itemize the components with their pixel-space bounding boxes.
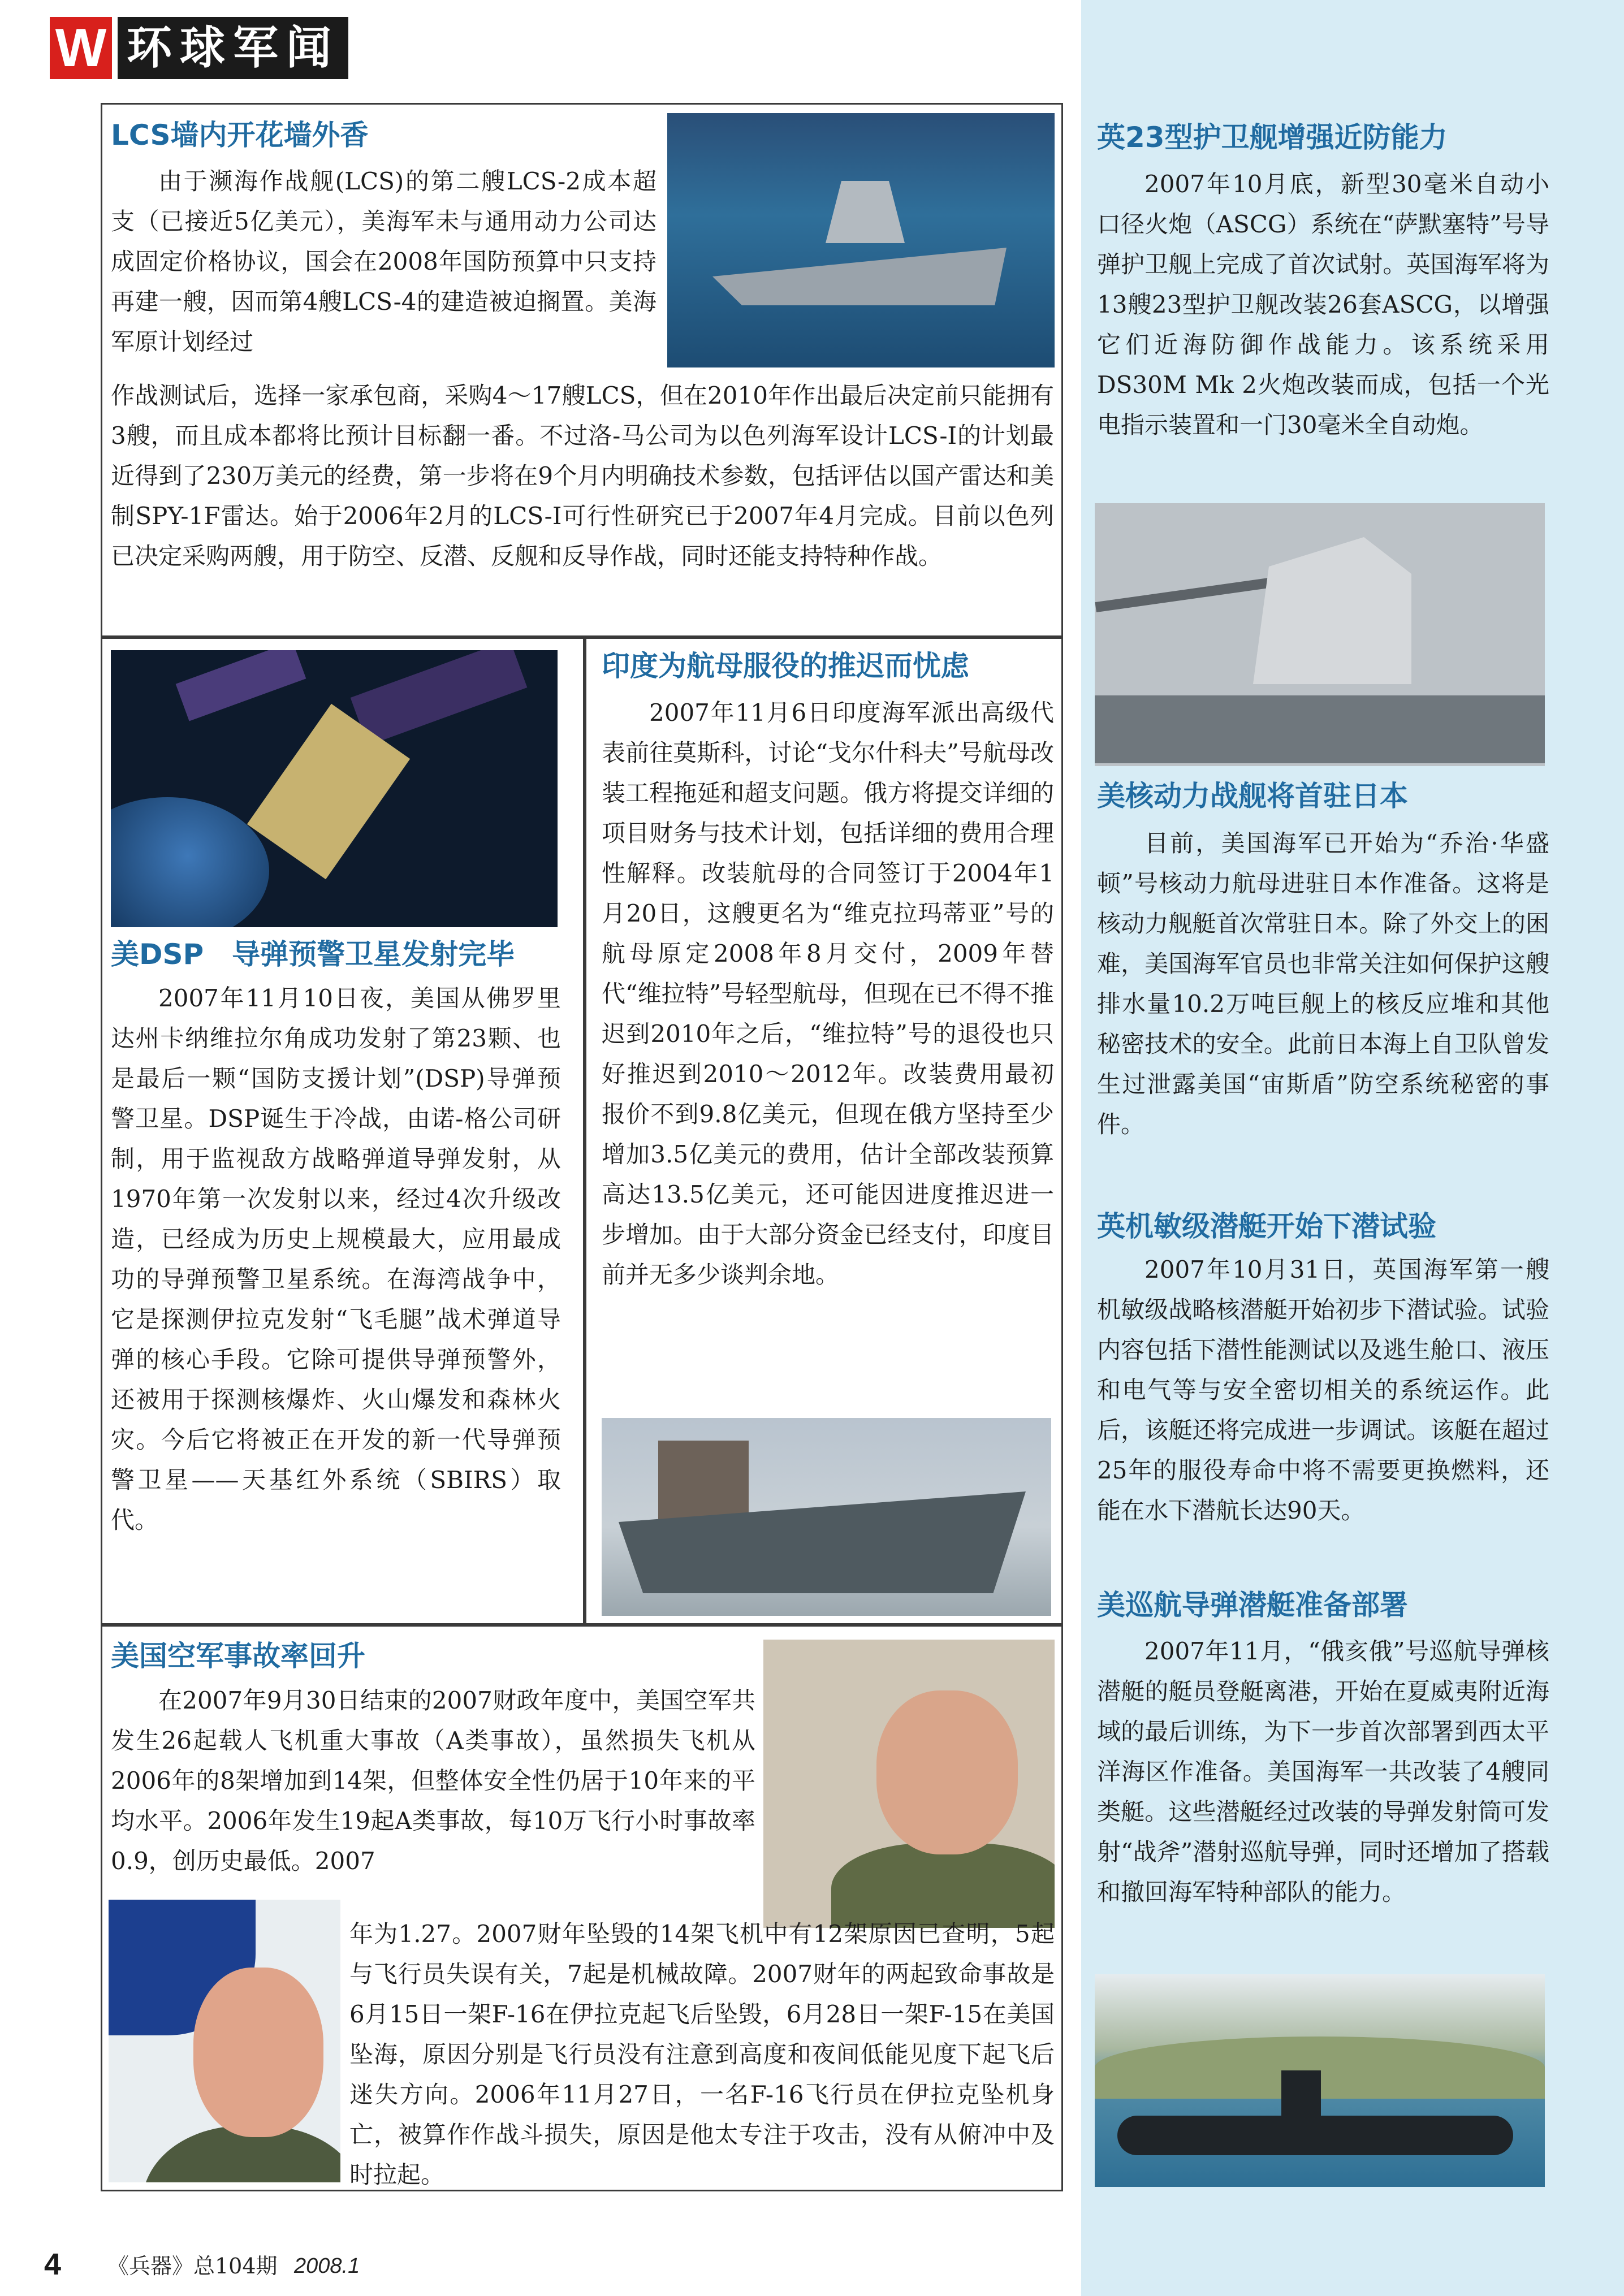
face-shape	[876, 1690, 1018, 1854]
section-badge: W	[50, 17, 112, 79]
lcs-headline: LCS墙内开花墙外香	[111, 119, 369, 152]
carrier-photo	[602, 1418, 1051, 1616]
dsp-headline: 美DSP 导弹预警卫星发射完毕	[111, 938, 515, 971]
usaf-paragraph-2: 年为1.27。2007财年坠毁的14架飞机中有12架原因已查明，5起与飞行员失误有关，7起是机械故障。2007财年的两起致命事故是6月15日一架F-16在伊拉克起飞后坠毁，6月28日一架F-15在美国坠海，原因分别是飞行员没有注意到高度和夜间低能见度下起飞后迷失方向。2006年11月27日，一名F-16飞行员在伊拉克坠机身亡，被算作作战斗损失，原因是他太专注于攻击，没有从俯冲中及时拉起。	[349, 1920, 1055, 2189]
solar-panel-shape	[351, 650, 528, 746]
deck-shape	[1095, 695, 1545, 763]
gun-mount-shape	[1253, 537, 1411, 684]
astute-text: 2007年10月31日，英国海军第一艘机敏级战略核潜艇开始初步下潜试验。试验内容包括下潜性能测试以及逃生舱口、液压和电气等与安全密切相关的系统运作。此后，该艇还将完成进一步调试。该艇在超过25年的服役寿命中将不需要更换燃料，还能在水下潜航长达90天。	[1097, 1256, 1549, 1524]
solar-panel-shape	[176, 650, 306, 721]
naval-gun-photo	[1095, 503, 1545, 766]
magazine-title: 《兵器》总104期	[107, 2254, 278, 2278]
ssgn-text: 2007年11月，“俄亥俄”号巡航导弹核潜艇的艇员登艇离港，开始在夏威夷附近海域的最后训练，为下一步首次部署到西太平洋海区作准备。美国海军一共改装了4艘同类艇。这些潜艇经过改装的导弹发射筒可发射“战斧”潜射巡航导弹，同时还增加了搭载和撤回海军特种部队的能力。	[1097, 1637, 1549, 1906]
earth-shape	[111, 797, 269, 927]
issue-date: 2008.1	[294, 2254, 360, 2278]
dsp-text: 2007年11月10日夜，美国从佛罗里达州卡纳维拉尔角成功发射了第23颗、也是最后一颗“国防支援计划”(DSP)导弹预警卫星。DSP诞生于冷战，由诺-格公司研制，用于监视敌方战略弹道导弹发射，从1970年第一次发射以来，经过4次升级改造，已经成为历史上规模最大，应用最成功的导弹预警卫星系统。在海湾战争中，它是探测伊拉克发射“飞毛腿”战术弹道导弹的核心手段。它除可提供导弹预警外，还被用于探测核爆炸、火山爆发和森林火灾。今后它将被正在开发的新一代导弹预警卫星——天基红外系统（SBIRS）取代。	[111, 984, 561, 1534]
lcs-paragraph-2: 作战测试后，选择一家承包商，采购4～17艘LCS，但在2010年作出最后决定前只能拥有3艘，而且成本都将比预计目标翻一番。不过洛-马公司为以色列海军设计LCS-I的计划最近得到了230万美元的经费，第一步将在9个月内明确技术参数，包括评估以国产雷达和美制SPY-1F雷达。始于2006年2月的LCS-I可行性研究已于2007年4月完成。目前以色列已决定采购两艘，用于防空、反潜、反舰和反导作战，同时还能支持特种作战。	[111, 382, 1054, 570]
india-headline: 印度为航母服役的推迟而忧虑	[602, 650, 969, 682]
japan-text: 目前，美国海军已开始为“乔治·华盛顿”号核动力航母进驻日本作准备。这将是核动力舰艇首次常驻日本。除了外交上的困难，美国海军官员也非常关注如何保护这艘排水量10.2万吨巨舰上的核反应堆和其他秘密技术的安全。此前日本海上自卫队曾发生过泄露美国“宙斯盾”防空系统秘密的事件。	[1097, 829, 1549, 1138]
uk23-headline: 英23型护卫舰增强近防能力	[1097, 121, 1448, 154]
usaf-paragraph-1: 在2007年9月30日结束的2007财政年度中，美国空军共发生26起载人飞机重大事故（A类事故），虽然损失飞机从2006年的8架增加到14架，但整体安全性仍居于10年来的平均水平。2006年发生19起A类事故，每10万飞行小时事故率0.9，创历史最低。2007	[111, 1687, 755, 1875]
pilot-photo-1	[763, 1640, 1055, 1928]
pilot-photo-2	[109, 1900, 340, 2182]
lcs-paragraph-1: 由于濒海作战舰(LCS)的第二艘LCS-2成本超支（已接近5亿美元），美海军未与通用动力公司达成固定价格协议，国会在2008年国防预算中只支持再建一艘，因而第4艘LCS-4的建造被迫搁置。美海军原计划经过	[111, 167, 656, 356]
page-number: 4	[44, 2247, 62, 2281]
dsp-satellite-image	[111, 650, 558, 927]
face-shape	[193, 1968, 323, 2137]
usaf-headline: 美国空军事故率回升	[111, 1640, 365, 1672]
uk23-text: 2007年10月底，新型30毫米自动小口径火炮（ASCG）系统在“萨默塞特”号导弹护卫舰上完成了首次试射。英国海军将为13艘23型护卫舰改装26套ASCG，以增强它们近海防御作战能力。该系统采用DS30M Mk 2火炮改装而成，包括一个光电指示装置和一门30毫米全自动炮。	[1097, 170, 1549, 439]
carrier-island-shape	[658, 1441, 749, 1520]
ship-superstructure-shape	[826, 181, 905, 243]
lcs-ship-diagram	[667, 113, 1055, 367]
section-title: 环球军闻	[118, 17, 348, 79]
india-text: 2007年11月6日印度海军派出高级代表前往莫斯科，讨论“戈尔什科夫”号航母改装工程拖延和超支问题。俄方将提交详细的项目财务与技术计划，包括详细的费用合理性解释。改装航母的合同签订于2004年1月20日，这艘更名为“维克拉玛蒂亚”号的航母原定2008年8月交付，2009年替代“维拉特”号轻型航母，但现在已不得不推迟到2010年之后，“维拉特”号的退役也只好推迟到2010～2012年。改装费用最初报价不到9.8亿美元，但现在俄方坚持至少增加3.5亿美元的费用，估计全部改装预算高达13.5亿美元，还可能因进度推迟进一步增加。由于大部分资金已经支付，印度目前并无多少谈判余地。	[602, 699, 1054, 1288]
japan-headline: 美核动力战舰将首驻日本	[1097, 780, 1408, 812]
submarine-hull-shape	[1117, 2116, 1513, 2155]
ssgn-headline: 美巡航导弹潜艇准备部署	[1097, 1589, 1408, 1622]
astute-headline: 英机敏级潜艇开始下潜试验	[1097, 1210, 1436, 1243]
submarine-photo	[1095, 1974, 1545, 2187]
